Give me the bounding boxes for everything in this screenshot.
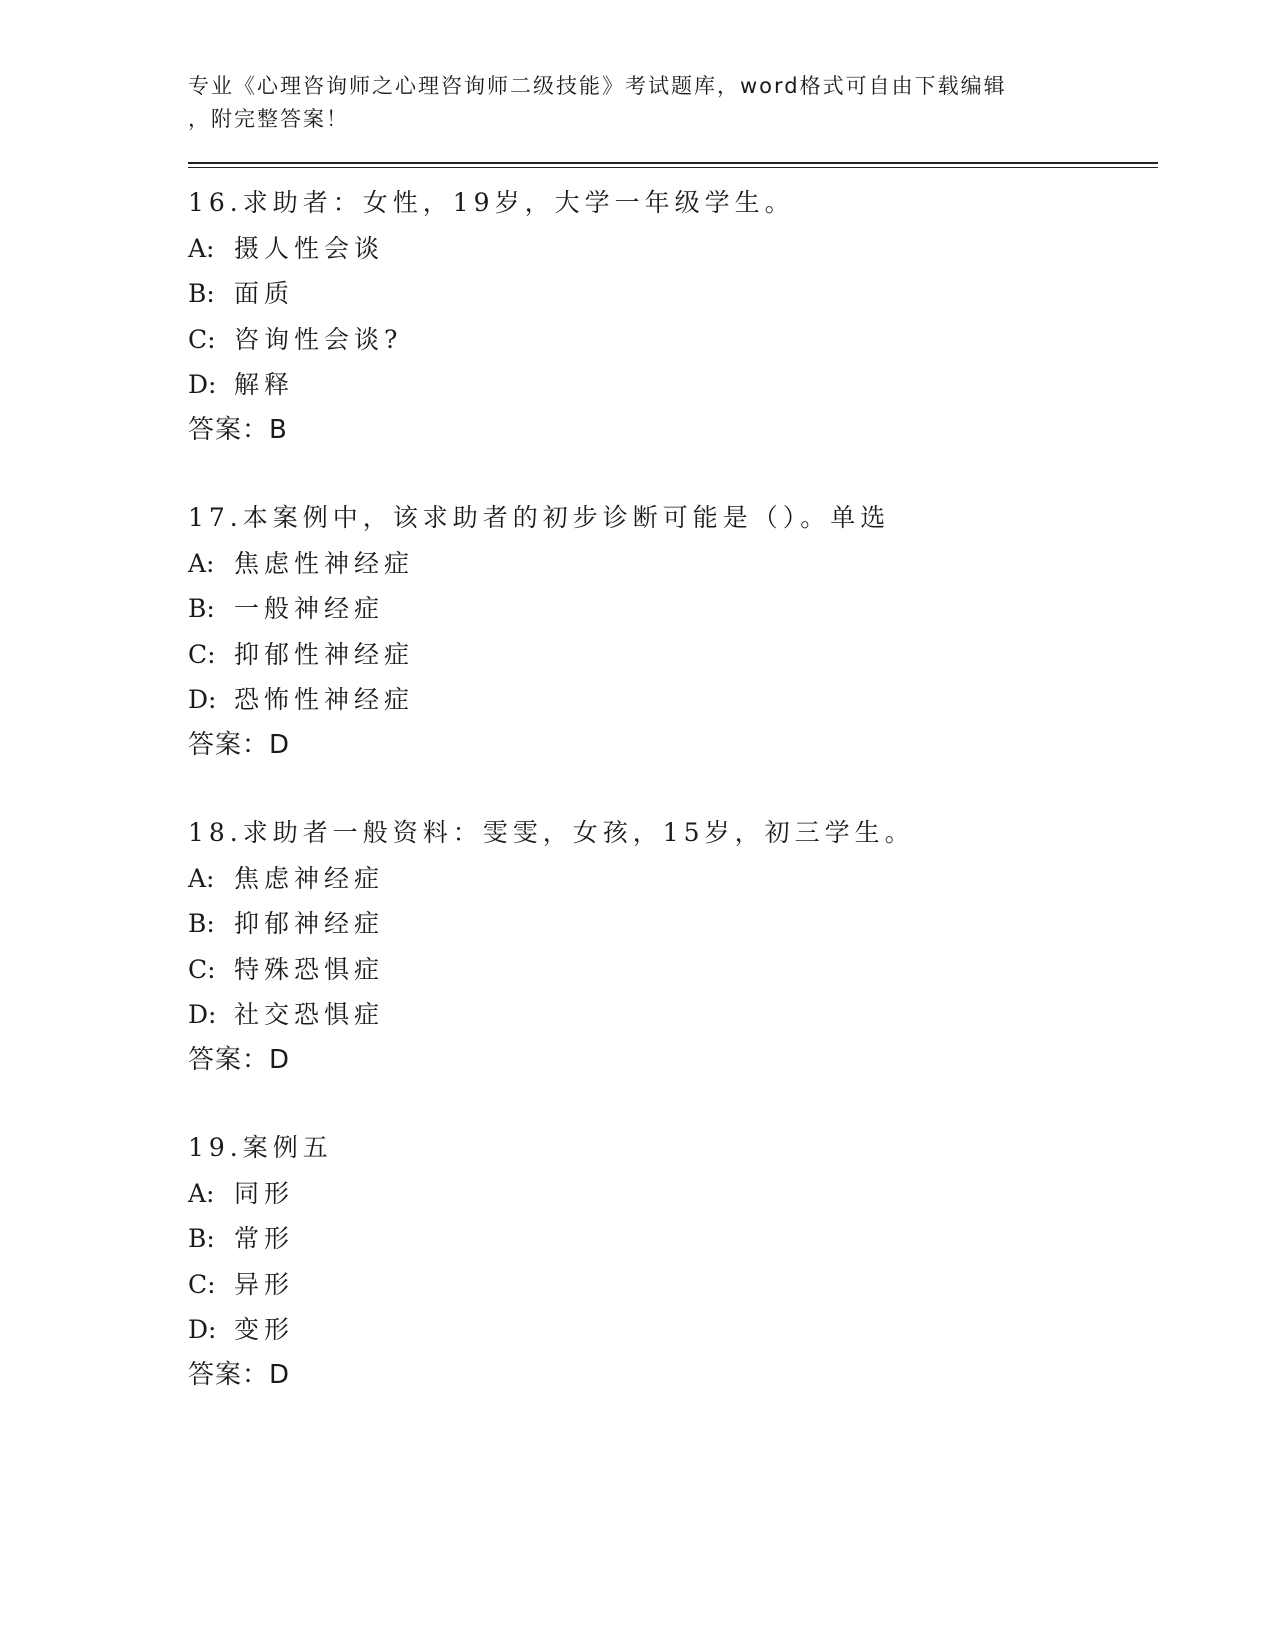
- option-text: 恐怖性神经症: [234, 685, 415, 714]
- option-text: 面质: [234, 279, 295, 308]
- option-d: [188, 992, 1148, 1038]
- option-text: 同形: [234, 1178, 295, 1208]
- option-label: A:: [188, 863, 215, 893]
- option-label: C:: [188, 324, 216, 354]
- document-header: [188, 70, 1078, 136]
- option-text: 解释: [234, 370, 295, 399]
- option-label: B:: [188, 1224, 215, 1253]
- option-label: D:: [188, 685, 217, 714]
- answer: 答案：D: [188, 1359, 291, 1390]
- option-text: 常形: [234, 1224, 295, 1253]
- option-text: 特殊恐惧症: [234, 954, 385, 984]
- option-d: [188, 362, 1148, 408]
- option-d: [188, 677, 1148, 723]
- option-text: 变形: [234, 1315, 295, 1344]
- option-label: B:: [188, 909, 215, 938]
- question-18: [188, 810, 1148, 1083]
- question-title: 17.本案例中，该求助者的初步诊断可能是（）。单选: [188, 503, 891, 532]
- option-b: [188, 901, 1148, 947]
- document-page: [188, 70, 1148, 1398]
- option-label: D:: [188, 370, 217, 399]
- option-text: 抑郁性神经症: [234, 639, 415, 669]
- option-a: [188, 226, 1148, 272]
- option-a: [188, 1171, 1148, 1217]
- option-text: 社交恐惧症: [234, 1000, 385, 1029]
- option-label: C:: [188, 1269, 216, 1299]
- question-title: 19.案例五: [188, 1133, 333, 1162]
- option-b: [188, 271, 1148, 317]
- question-19: [188, 1125, 1148, 1398]
- question-16: [188, 180, 1148, 453]
- answer: 答案：D: [188, 1044, 291, 1075]
- option-label: A:: [188, 233, 215, 263]
- option-text: 摄人性会谈: [234, 233, 385, 263]
- header-divider: [188, 162, 1158, 168]
- option-text: 咨询性会谈?: [234, 324, 403, 354]
- option-label: B:: [188, 594, 215, 623]
- option-text: 异形: [234, 1269, 295, 1299]
- option-c: [188, 947, 1148, 993]
- header-line-2: ，附完整答案！: [188, 107, 349, 131]
- option-label: A:: [188, 548, 215, 578]
- option-text: 焦虑性神经症: [234, 548, 415, 578]
- option-a: [188, 856, 1148, 902]
- option-c: [188, 632, 1148, 678]
- option-label: C:: [188, 954, 216, 984]
- question-title: 18.求助者一般资料：雯雯，女孩，15岁，初三学生。: [188, 818, 915, 847]
- option-label: D:: [188, 1000, 217, 1029]
- answer: 答案：D: [188, 729, 291, 760]
- option-a: [188, 541, 1148, 587]
- answer: 答案：B: [188, 414, 288, 445]
- option-text: 抑郁神经症: [234, 909, 385, 938]
- option-b: [188, 1216, 1148, 1262]
- option-d: [188, 1307, 1148, 1353]
- question-17: [188, 495, 1148, 768]
- option-label: C:: [188, 639, 216, 669]
- option-c: [188, 317, 1148, 363]
- option-text: 一般神经症: [234, 594, 385, 623]
- option-b: [188, 586, 1148, 632]
- option-label: D:: [188, 1315, 217, 1344]
- option-text: 焦虑神经症: [234, 863, 385, 893]
- option-label: A:: [188, 1178, 215, 1208]
- header-line-1: 专业《心理咨询师之心理咨询师二级技能》考试题库，word格式可自由下载编辑: [188, 74, 1007, 98]
- question-title: 16.求助者：女性，19岁，大学一年级学生。: [188, 188, 795, 217]
- option-label: B:: [188, 279, 215, 308]
- option-c: [188, 1262, 1148, 1308]
